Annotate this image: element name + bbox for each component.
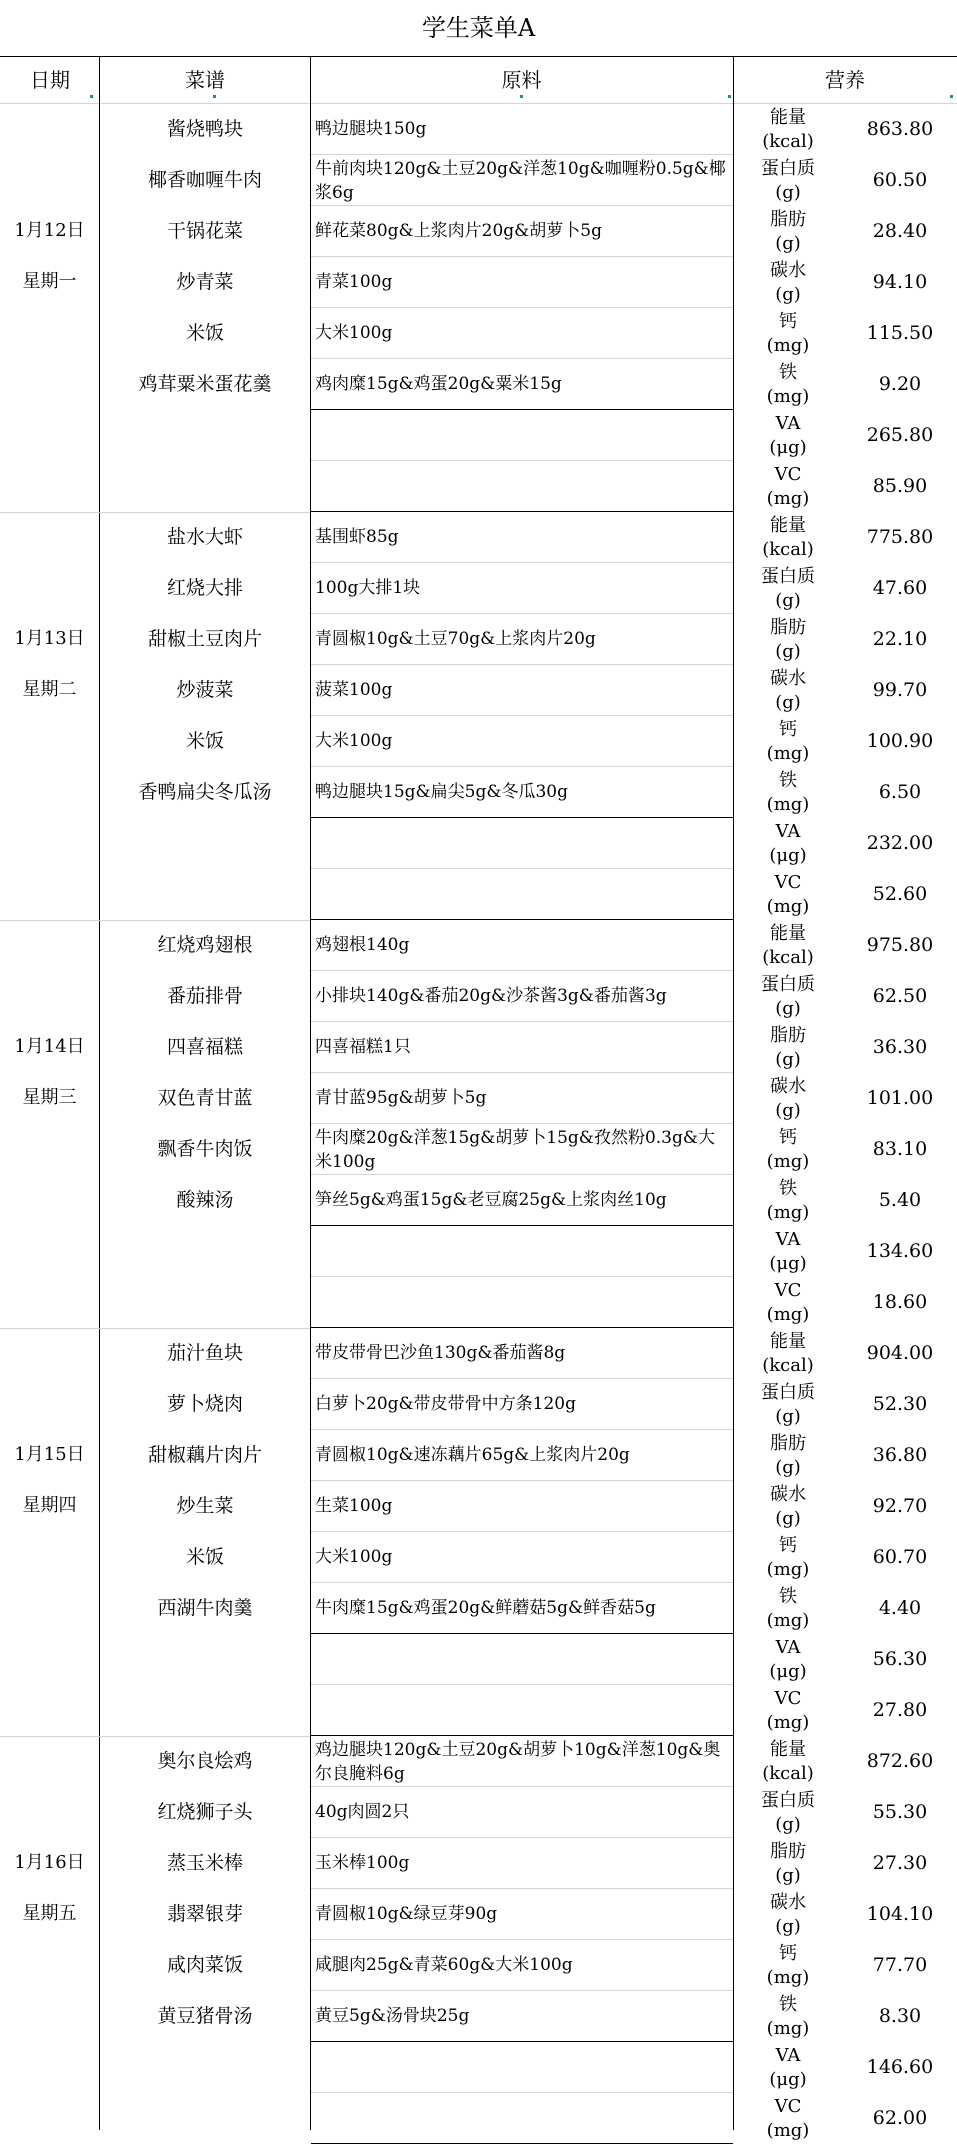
nutrient-name: 铁 bbox=[779, 1585, 797, 1607]
nutrient-label bbox=[733, 1940, 843, 1991]
dish-name: 飘香牛肉饭 bbox=[157, 1138, 253, 1160]
nutrient-name: 能量 bbox=[770, 514, 806, 536]
nutrient-unit: (μg) bbox=[769, 1252, 807, 1274]
nutrient-unit: (kcal) bbox=[762, 1354, 814, 1376]
nutrient-unit: (g) bbox=[775, 1405, 801, 1427]
ingredient-row-rule bbox=[311, 613, 733, 614]
dish-ingredients: 玉米棒100g bbox=[315, 1853, 410, 1873]
nutrient-unit: (mg) bbox=[766, 1711, 810, 1733]
ingredient-row-rule bbox=[311, 817, 733, 818]
day-separator bbox=[0, 512, 310, 513]
nutrient-unit: (g) bbox=[775, 1048, 801, 1070]
day-weekday: 星期三 bbox=[22, 1087, 77, 1108]
nutrient-value: 60.50 bbox=[872, 169, 928, 191]
dish-name: 红烧鸡翅根 bbox=[157, 934, 253, 956]
nutrient-name: 钙 bbox=[779, 1126, 797, 1148]
ingredient-row-rule bbox=[311, 1378, 733, 1379]
nutrient-label bbox=[733, 767, 843, 818]
nutrient-value: 104.10 bbox=[866, 1903, 934, 1925]
nutrient-value: 872.60 bbox=[866, 1750, 934, 1772]
nutrient-unit: (kcal) bbox=[762, 946, 814, 968]
nutrient-name: 蛋白质 bbox=[761, 1381, 815, 1403]
nutrient-value: 36.80 bbox=[872, 1444, 928, 1466]
dish-name: 蒸玉米棒 bbox=[166, 1852, 243, 1874]
dish-name: 酸辣汤 bbox=[176, 1189, 234, 1211]
nutrient-name: 碳水 bbox=[770, 1891, 806, 1913]
nutrient-unit: (g) bbox=[775, 283, 801, 305]
nutrient-label bbox=[733, 1787, 843, 1838]
nutrient-label bbox=[733, 971, 843, 1022]
dish-ingredients: 牛肉糜20g&洋葱15g&胡萝卜15g&孜然粉0.3g&大米100g bbox=[315, 1128, 715, 1172]
ingredient-row-rule bbox=[311, 154, 733, 155]
nutrient-unit: (mg) bbox=[766, 2119, 810, 2141]
nutrient-value: 100.90 bbox=[866, 730, 934, 752]
nutrient-value: 232.00 bbox=[866, 832, 934, 854]
dish-ingredients: 青甘蓝95g&胡萝卜5g bbox=[315, 1088, 487, 1108]
dish-name: 番茄排骨 bbox=[166, 985, 243, 1007]
nutrient-label bbox=[733, 2093, 843, 2144]
dish-name: 茄汁鱼块 bbox=[166, 1342, 243, 1364]
nutrient-unit: (g) bbox=[775, 1099, 801, 1121]
ingredient-row-rule bbox=[311, 460, 733, 461]
nutrient-unit: (g) bbox=[775, 997, 801, 1019]
day-date: 1月14日 bbox=[14, 1036, 85, 1057]
header-top-rule bbox=[0, 56, 957, 57]
nutrient-value: 77.70 bbox=[872, 1954, 928, 1976]
dish-ingredients: 青圆椒10g&绿豆芽90g bbox=[315, 1904, 498, 1924]
dish-name: 黄豆猪骨汤 bbox=[157, 2005, 253, 2027]
dish-ingredients: 青圆椒10g&速冻藕片65g&上浆肉片20g bbox=[315, 1445, 630, 1465]
nutrient-name: VC bbox=[774, 1279, 802, 1301]
nutrient-unit: (kcal) bbox=[762, 538, 814, 560]
nutrient-value: 265.80 bbox=[866, 424, 934, 446]
nutrient-label bbox=[733, 1073, 843, 1124]
nutrient-value: 56.30 bbox=[872, 1648, 928, 1670]
nutrient-value: 52.60 bbox=[872, 883, 928, 905]
ingredient-row-rule bbox=[311, 358, 733, 359]
nutrient-unit: (mg) bbox=[766, 385, 810, 407]
nutrient-unit: (mg) bbox=[766, 1201, 810, 1223]
day-weekday: 星期四 bbox=[22, 1495, 77, 1516]
dish-name: 炒生菜 bbox=[176, 1495, 234, 1517]
header-marker bbox=[950, 95, 953, 98]
dish-ingredients: 牛肉糜15g&鸡蛋20g&鲜蘑菇5g&鲜香菇5g bbox=[315, 1598, 656, 1618]
nutrient-name: 碳水 bbox=[770, 1483, 806, 1505]
header-marker bbox=[520, 95, 523, 98]
nutrient-unit: (μg) bbox=[769, 436, 807, 458]
nutrient-unit: (g) bbox=[775, 1864, 801, 1886]
day-date: 1月12日 bbox=[14, 220, 85, 241]
ingredient-row-rule bbox=[311, 1633, 733, 1634]
nutrient-name: VC bbox=[774, 1687, 802, 1709]
dish-ingredients: 咸腿肉25g&青菜60g&大米100g bbox=[315, 1955, 573, 1975]
dish-ingredients: 鸭边腿块15g&扁尖5g&冬瓜30g bbox=[315, 782, 568, 802]
dish-name: 炒青菜 bbox=[176, 271, 234, 293]
nutrient-label bbox=[733, 1277, 843, 1328]
nutrient-value: 6.50 bbox=[878, 781, 922, 803]
nutrient-name: 碳水 bbox=[770, 259, 806, 281]
header-marker bbox=[213, 95, 216, 98]
nutrient-label bbox=[733, 1889, 843, 1940]
nutrient-name: 铁 bbox=[779, 1177, 797, 1199]
nutrient-name: VC bbox=[774, 871, 802, 893]
dish-ingredients: 牛前肉块120g&土豆20g&洋葱10g&咖喱粉0.5g&椰浆6g bbox=[315, 159, 726, 203]
nutrient-label bbox=[733, 563, 843, 614]
nutrient-label bbox=[733, 1583, 843, 1634]
nutrient-name: 脂肪 bbox=[770, 1432, 806, 1454]
dish-ingredients: 生菜100g bbox=[315, 1496, 393, 1516]
nutrient-name: VA bbox=[775, 2044, 801, 2066]
nutrient-label bbox=[733, 308, 843, 359]
header-dishes: 菜谱 bbox=[185, 68, 225, 92]
nutrient-unit: (g) bbox=[775, 691, 801, 713]
dish-ingredients: 基围虾85g bbox=[315, 527, 399, 547]
ingredient-row-rule bbox=[311, 1480, 733, 1481]
nutrient-name: VA bbox=[775, 412, 801, 434]
nutrient-label bbox=[733, 1991, 843, 2042]
nutrient-label bbox=[733, 665, 843, 716]
dish-name: 米饭 bbox=[185, 1546, 224, 1568]
dish-ingredients: 小排块140g&番茄20g&沙茶酱3g&番茄酱3g bbox=[315, 986, 667, 1006]
ingredient-row-rule bbox=[311, 1990, 733, 1991]
nutrient-label bbox=[733, 1634, 843, 1685]
nutrient-value: 27.30 bbox=[872, 1852, 928, 1874]
ingredient-row-rule bbox=[311, 307, 733, 308]
dish-ingredients: 黄豆5g&汤骨块25g bbox=[315, 2006, 470, 2026]
nutrient-unit: (g) bbox=[775, 1813, 801, 1835]
nutrient-label bbox=[733, 1124, 843, 1175]
ingredient-row-rule bbox=[311, 1888, 733, 1889]
nutrient-label bbox=[733, 359, 843, 410]
ingredient-row-rule bbox=[311, 409, 733, 410]
day-separator bbox=[0, 1736, 310, 1737]
header-date: 日期 bbox=[30, 68, 70, 92]
header-nutrition: 营养 bbox=[825, 68, 865, 92]
nutrient-label bbox=[733, 512, 843, 563]
nutrient-unit: (mg) bbox=[766, 487, 810, 509]
dish-name: 炒菠菜 bbox=[176, 679, 234, 701]
nutrient-name: 能量 bbox=[770, 1330, 806, 1352]
nutrient-unit: (mg) bbox=[766, 334, 810, 356]
nutrient-value: 863.80 bbox=[866, 118, 934, 140]
nutrient-unit: (mg) bbox=[766, 1609, 810, 1631]
nutrient-label bbox=[733, 1430, 843, 1481]
ingredient-block-rule bbox=[311, 919, 733, 920]
ingredient-row-rule bbox=[311, 766, 733, 767]
nutrient-value: 4.40 bbox=[878, 1597, 922, 1619]
nutrient-unit: (mg) bbox=[766, 1150, 810, 1172]
day-separator bbox=[0, 1328, 310, 1329]
ingredient-row-rule bbox=[311, 1939, 733, 1940]
ingredient-row-rule bbox=[311, 256, 733, 257]
dish-ingredients: 大米100g bbox=[315, 323, 393, 343]
nutrient-unit: (g) bbox=[775, 1507, 801, 1529]
ingredient-row-rule bbox=[311, 2041, 733, 2042]
nutrient-name: VA bbox=[775, 1228, 801, 1250]
ingredient-row-rule bbox=[311, 1429, 733, 1430]
nutrient-label bbox=[733, 614, 843, 665]
day-weekday: 星期二 bbox=[22, 679, 77, 700]
nutrient-name: VA bbox=[775, 1636, 801, 1658]
dish-ingredients: 笋丝5g&鸡蛋15g&老豆腐25g&上浆肉丝10g bbox=[315, 1190, 667, 1210]
nutrient-name: VA bbox=[775, 820, 801, 842]
ingredient-row-rule bbox=[311, 868, 733, 869]
dish-name: 香鸭扁尖冬瓜汤 bbox=[138, 781, 272, 803]
nutrient-value: 47.60 bbox=[872, 577, 928, 599]
nutrient-label bbox=[733, 1685, 843, 1736]
nutrient-name: 碳水 bbox=[770, 1075, 806, 1097]
nutrient-name: 蛋白质 bbox=[761, 157, 815, 179]
nutrient-unit: (g) bbox=[775, 589, 801, 611]
nutrient-unit: (mg) bbox=[766, 742, 810, 764]
nutrient-label bbox=[733, 716, 843, 767]
dish-ingredients: 菠菜100g bbox=[315, 680, 393, 700]
nutrient-label bbox=[733, 2042, 843, 2093]
nutrient-unit: (g) bbox=[775, 181, 801, 203]
nutrient-unit: (g) bbox=[775, 1456, 801, 1478]
nutrient-unit: (kcal) bbox=[762, 1762, 814, 1784]
nutrient-name: 能量 bbox=[770, 922, 806, 944]
ingredient-row-rule bbox=[311, 1684, 733, 1685]
dish-name: 甜椒藕片肉片 bbox=[147, 1444, 262, 1466]
ingredient-block-rule bbox=[311, 1735, 733, 1736]
nutrient-name: 脂肪 bbox=[770, 208, 806, 230]
nutrient-label bbox=[733, 818, 843, 869]
nutrient-name: 钙 bbox=[779, 310, 797, 332]
nutrient-name: 脂肪 bbox=[770, 616, 806, 638]
nutrient-label bbox=[733, 1226, 843, 1277]
nutrient-name: 钙 bbox=[779, 1534, 797, 1556]
dish-name: 盐水大虾 bbox=[166, 526, 243, 548]
nutrient-value: 8.30 bbox=[878, 2005, 922, 2027]
nutrient-unit: (μg) bbox=[769, 1660, 807, 1682]
dish-name: 萝卜烧肉 bbox=[166, 1393, 243, 1415]
ingredient-row-rule bbox=[311, 1123, 733, 1124]
nutrient-label bbox=[733, 1379, 843, 1430]
ingredient-row-rule bbox=[311, 1531, 733, 1532]
ingredient-row-rule bbox=[311, 562, 733, 563]
nutrient-name: 蛋白质 bbox=[761, 973, 815, 995]
dish-ingredients: 大米100g bbox=[315, 731, 393, 751]
ingredient-row-rule bbox=[311, 715, 733, 716]
dish-ingredients: 带皮带骨巴沙鱼130g&番茄酱8g bbox=[315, 1343, 566, 1363]
ingredient-row-rule bbox=[311, 205, 733, 206]
dish-name: 椰香咖喱牛肉 bbox=[147, 169, 262, 191]
nutrient-name: 钙 bbox=[779, 1942, 797, 1964]
ingredient-row-rule bbox=[311, 1582, 733, 1583]
nutrient-value: 101.00 bbox=[866, 1087, 934, 1109]
nutrient-value: 36.30 bbox=[872, 1036, 928, 1058]
ingredient-row-rule bbox=[311, 970, 733, 971]
ingredient-row-rule bbox=[311, 2092, 733, 2093]
day-separator bbox=[0, 920, 310, 921]
dish-ingredients: 青圆椒10g&土豆70g&上浆肉片20g bbox=[315, 629, 596, 649]
nutrient-unit: (g) bbox=[775, 232, 801, 254]
ingredient-block-rule bbox=[311, 511, 733, 512]
ingredient-row-rule bbox=[311, 1786, 733, 1787]
nutrient-name: 脂肪 bbox=[770, 1840, 806, 1862]
dish-ingredients: 100g大排1块 bbox=[315, 578, 421, 598]
dish-ingredients: 鲜花菜80g&上浆肉片20g&胡萝卜5g bbox=[315, 221, 602, 241]
nutrient-label bbox=[733, 461, 843, 512]
nutrient-unit: (g) bbox=[775, 1915, 801, 1937]
dish-name: 双色青甘蓝 bbox=[157, 1087, 253, 1109]
nutrient-name: 铁 bbox=[779, 361, 797, 383]
dish-ingredients: 四喜福糕1只 bbox=[315, 1037, 411, 1057]
nutrient-name: 蛋白质 bbox=[761, 565, 815, 587]
nutrient-value: 52.30 bbox=[872, 1393, 928, 1415]
day-date: 1月16日 bbox=[14, 1852, 85, 1873]
dish-ingredients: 青菜100g bbox=[315, 272, 393, 292]
day-weekday: 星期五 bbox=[22, 1903, 77, 1924]
ingredient-row-rule bbox=[311, 1276, 733, 1277]
nutrient-unit: (mg) bbox=[766, 2017, 810, 2039]
nutrient-value: 94.10 bbox=[872, 271, 928, 293]
dish-name: 鸡茸粟米蛋花羹 bbox=[138, 373, 272, 395]
header-ingredients: 原料 bbox=[501, 68, 542, 92]
ingredient-block-rule bbox=[311, 1327, 733, 1328]
dish-name: 干锅花菜 bbox=[166, 220, 243, 242]
nutrient-value: 60.70 bbox=[872, 1546, 928, 1568]
dish-ingredients: 40g肉圆2只 bbox=[315, 1802, 410, 1822]
dish-name: 翡翠银芽 bbox=[166, 1903, 243, 1925]
nutrient-unit: (mg) bbox=[766, 1303, 810, 1325]
nutrient-value: 92.70 bbox=[872, 1495, 928, 1517]
nutrient-label bbox=[733, 1328, 843, 1379]
page-title: 学生菜单A bbox=[421, 14, 536, 42]
dish-name: 西湖牛肉羹 bbox=[157, 1597, 253, 1619]
nutrient-label bbox=[733, 1175, 843, 1226]
nutrient-value: 83.10 bbox=[872, 1138, 928, 1160]
nutrient-label bbox=[733, 869, 843, 920]
dish-ingredients: 白萝卜20g&带皮带骨中方条120g bbox=[315, 1394, 576, 1414]
nutrient-name: 能量 bbox=[770, 106, 806, 128]
nutrient-value: 99.70 bbox=[872, 679, 928, 701]
nutrient-value: 62.00 bbox=[872, 2107, 928, 2129]
nutrient-value: 27.80 bbox=[872, 1699, 928, 1721]
ingredient-row-rule bbox=[311, 664, 733, 665]
nutrient-label bbox=[733, 155, 843, 206]
nutrient-unit: (kcal) bbox=[762, 130, 814, 152]
dish-ingredients: 鸭边腿块150g bbox=[315, 119, 427, 139]
ingredient-row-rule bbox=[311, 1072, 733, 1073]
dish-name: 咸肉菜饭 bbox=[166, 1954, 243, 1976]
nutrient-value: 28.40 bbox=[872, 220, 928, 242]
ingredient-row-rule bbox=[311, 1174, 733, 1175]
dish-name: 米饭 bbox=[185, 730, 224, 752]
nutrient-unit: (mg) bbox=[766, 895, 810, 917]
dish-name: 米饭 bbox=[185, 322, 224, 344]
dish-ingredients: 大米100g bbox=[315, 1547, 393, 1567]
nutrient-label bbox=[733, 257, 843, 308]
day-weekday: 星期一 bbox=[22, 271, 77, 292]
dish-ingredients: 鸡边腿块120g&土豆20g&胡萝卜10g&洋葱10g&奥尔良腌料6g bbox=[315, 1740, 721, 1784]
dish-ingredients: 鸡肉糜15g&鸡蛋20g&粟米15g bbox=[315, 374, 562, 394]
nutrient-name: 铁 bbox=[779, 769, 797, 791]
nutrient-value: 775.80 bbox=[866, 526, 934, 548]
header-marker bbox=[728, 95, 731, 98]
nutrient-value: 85.90 bbox=[872, 475, 928, 497]
dish-ingredients: 鸡翅根140g bbox=[315, 935, 410, 955]
nutrient-value: 5.40 bbox=[878, 1189, 922, 1211]
column-rule-dishes bbox=[310, 56, 311, 2130]
nutrient-unit: (μg) bbox=[769, 844, 807, 866]
nutrient-value: 62.50 bbox=[872, 985, 928, 1007]
day-date: 1月13日 bbox=[14, 628, 85, 649]
nutrient-label bbox=[733, 104, 843, 155]
day-date: 1月15日 bbox=[14, 1444, 85, 1465]
nutrient-name: 铁 bbox=[779, 1993, 797, 2015]
nutrient-label bbox=[733, 920, 843, 971]
nutrient-unit: (mg) bbox=[766, 1558, 810, 1580]
nutrient-name: 钙 bbox=[779, 718, 797, 740]
nutrient-label bbox=[733, 206, 843, 257]
dish-name: 红烧大排 bbox=[166, 577, 243, 599]
dish-name: 甜椒土豆肉片 bbox=[147, 628, 262, 650]
nutrient-value: 22.10 bbox=[872, 628, 928, 650]
ingredient-row-rule bbox=[311, 1837, 733, 1838]
nutrient-name: VC bbox=[774, 2095, 802, 2117]
nutrient-name: 能量 bbox=[770, 1738, 806, 1760]
nutrient-label bbox=[733, 1532, 843, 1583]
nutrient-value: 975.80 bbox=[866, 934, 934, 956]
ingredient-row-rule bbox=[311, 1021, 733, 1022]
nutrient-name: 蛋白质 bbox=[761, 1789, 815, 1811]
nutrient-unit: (mg) bbox=[766, 793, 810, 815]
nutrient-value: 9.20 bbox=[878, 373, 922, 395]
nutrient-value: 55.30 bbox=[872, 1801, 928, 1823]
nutrient-unit: (g) bbox=[775, 640, 801, 662]
ingredient-row-rule bbox=[311, 1225, 733, 1226]
nutrient-name: 脂肪 bbox=[770, 1024, 806, 1046]
nutrient-unit: (μg) bbox=[769, 2068, 807, 2090]
dish-name: 红烧狮子头 bbox=[157, 1801, 253, 1823]
header-marker bbox=[90, 95, 93, 98]
nutrient-label bbox=[733, 1736, 843, 1787]
nutrient-value: 904.00 bbox=[866, 1342, 934, 1364]
nutrient-value: 146.60 bbox=[866, 2056, 934, 2078]
dish-name: 酱烧鸭块 bbox=[166, 118, 243, 140]
nutrient-label bbox=[733, 410, 843, 461]
nutrient-label bbox=[733, 1022, 843, 1073]
nutrient-unit: (mg) bbox=[766, 1966, 810, 1988]
nutrient-name: 碳水 bbox=[770, 667, 806, 689]
nutrient-name: VC bbox=[774, 463, 802, 485]
nutrient-value: 134.60 bbox=[866, 1240, 934, 1262]
nutrient-label bbox=[733, 1838, 843, 1889]
dish-name: 四喜福糕 bbox=[166, 1036, 243, 1058]
nutrient-value: 18.60 bbox=[872, 1291, 928, 1313]
nutrient-label bbox=[733, 1481, 843, 1532]
dish-name: 奥尔良烩鸡 bbox=[157, 1750, 253, 1772]
nutrient-value: 115.50 bbox=[866, 322, 934, 344]
